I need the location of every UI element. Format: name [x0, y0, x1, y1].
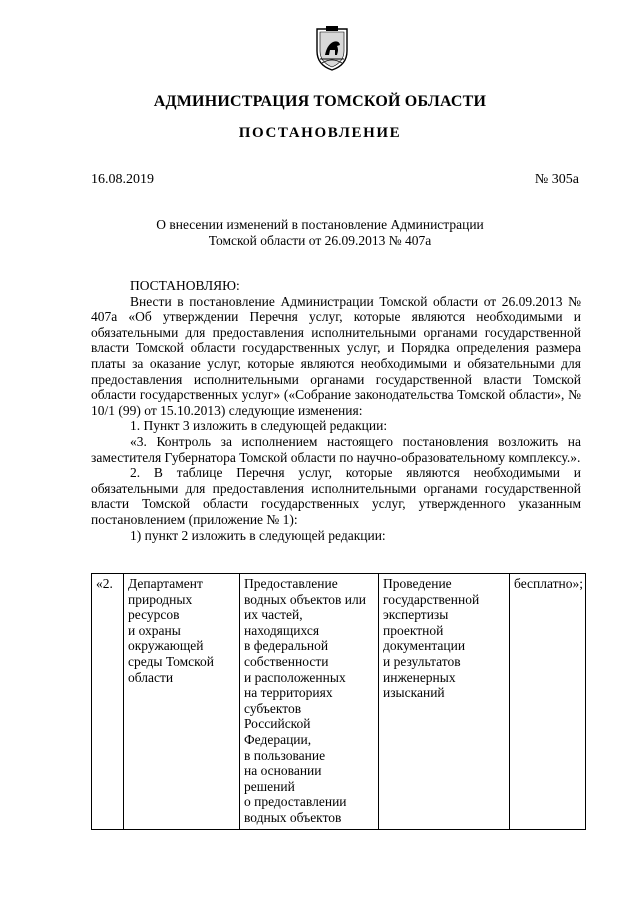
organization-title: АДМИНИСТРАЦИЯ ТОМСКОЙ ОБЛАСТИ: [153, 93, 487, 110]
cell-line: области: [128, 669, 174, 685]
document-date: 16.08.2019: [91, 172, 154, 187]
cell-line: на территориях: [244, 685, 333, 701]
document-type: ПОСТАНОВЛЕНИЕ: [238, 125, 402, 141]
cell-line: субъектов: [244, 700, 302, 716]
cell-line: государственной: [383, 591, 480, 607]
cell-line: экспертизы: [383, 607, 449, 623]
paragraph: 1) пункт 2 изложить в следующей редакции:: [130, 527, 386, 543]
tomsk-region-coat-of-arms-icon: [313, 25, 351, 72]
department-cell: [124, 574, 240, 830]
table-row: [92, 574, 586, 830]
cell-line: среды Томской: [128, 653, 214, 669]
cell-line: на основании: [244, 763, 322, 779]
cell-line: водных объектов или: [244, 591, 366, 607]
cell-line: собственности: [244, 653, 329, 669]
cell-line: ресурсов: [128, 607, 180, 623]
row-number: «2.: [96, 576, 113, 591]
fee-cell: [510, 574, 586, 830]
cell-line: о предоставлении: [244, 794, 347, 810]
document-number: № 305а: [534, 172, 579, 187]
required-service-cell: [379, 574, 510, 830]
directive: ПОСТАНОВЛЯЮ:: [130, 278, 240, 293]
paragraph: 1. Пункт 3 изложить в следующей редакции:: [130, 418, 388, 434]
cell-line: проектной: [383, 622, 444, 638]
cell-line: Федерации,: [244, 731, 312, 747]
services-table: [91, 573, 586, 830]
cell-line: документации: [383, 638, 466, 654]
cell-line: Департамент: [128, 576, 203, 591]
document-body: [91, 278, 581, 543]
cell-line: Российской: [244, 716, 311, 732]
fee-value: бесплатно»;: [514, 576, 583, 591]
cell-line: инженерных: [383, 669, 456, 685]
cell-line: окружающей: [128, 638, 204, 654]
cell-line: Проведение: [383, 576, 452, 591]
subject-line: О внесении изменений в постановление Администрации: [156, 217, 484, 232]
cell-line: и расположенных: [244, 669, 346, 685]
cell-line: их частей,: [244, 607, 303, 623]
cell-line: природных: [128, 591, 193, 607]
paragraph: «3. Контроль за исполнением настоящего постановления возложить на заместителя Губернатора Томской области по научно-образовательному комплексу.».: [91, 433, 581, 465]
cell-line: Предоставление: [244, 576, 338, 591]
row-number-cell: [92, 574, 124, 830]
paragraph: 2. В таблице Перечня услуг, которые являются необходимыми и обязательными для предоставления исполнительными органами государственной власти Томской области государственных услуг, утвержденного указанным постановлением (приложение № 1):: [91, 465, 581, 527]
cell-line: в федеральной: [244, 638, 329, 654]
paragraph: Внести в постановление Администрации Томской области от 26.09.2013 № 407а «Об утверждении Перечня услуг, которые являются необходимыми и обязательными для предоставления исполнительными органами государственной власти Томской области государственных услуг, и Порядка определения размера платы за оказание услуг, которые являются необходимыми и обязательными для предоставления исполнительными органами государственной власти Томской области государственных услуг» («Собрание законодательства Томской области», № 10/1 (99) от 15.10.2013) следующие изменения:: [91, 293, 581, 418]
cell-line: решений: [244, 778, 295, 794]
cell-line: изысканий: [383, 685, 445, 701]
cell-line: и результатов: [383, 653, 461, 669]
cell-line: водных объектов: [244, 809, 342, 825]
cell-line: в пользование: [244, 747, 326, 763]
cell-line: и охраны: [128, 622, 181, 638]
subject-line: Томской области от 26.09.2013 № 407а: [208, 233, 432, 248]
service-cell: [240, 574, 379, 830]
document-subject: [0, 217, 640, 249]
cell-line: находящихся: [244, 622, 320, 638]
